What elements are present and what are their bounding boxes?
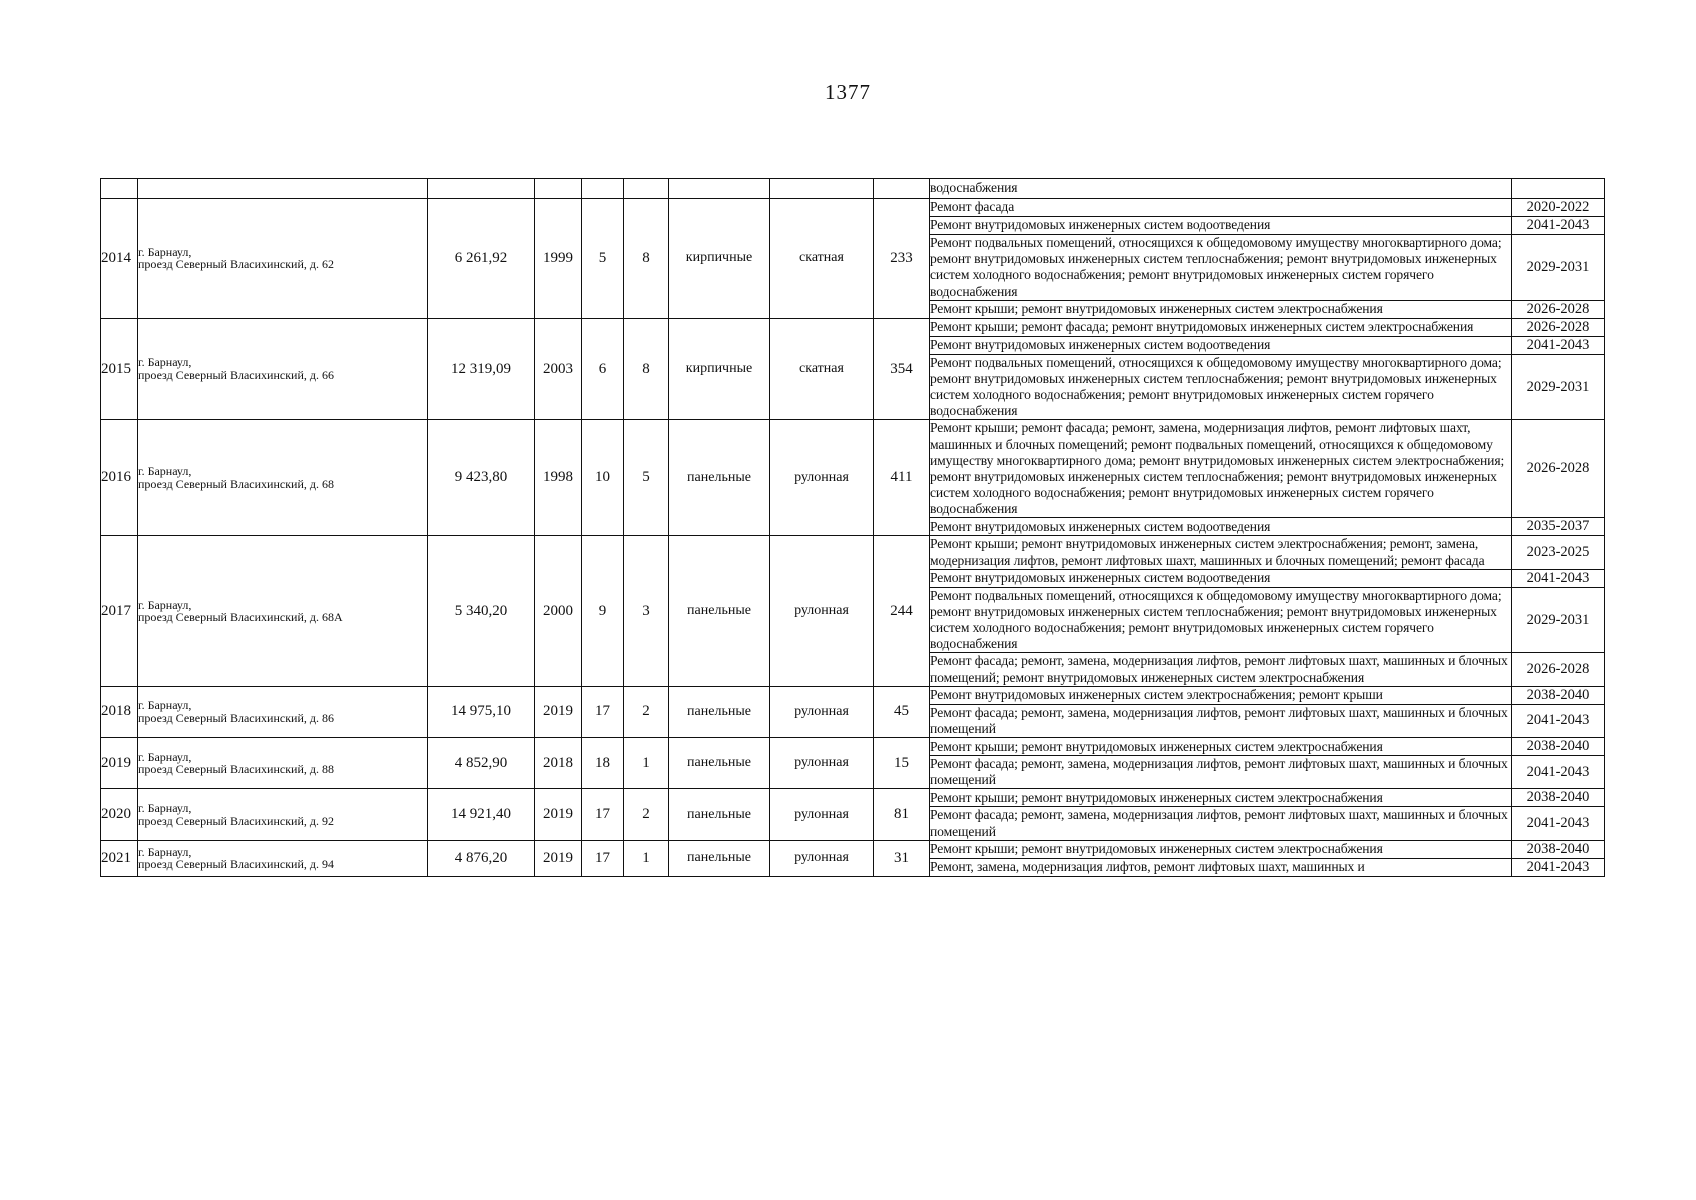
building-address	[138, 840, 428, 876]
cell-empty	[874, 179, 930, 199]
wall-material: панельные	[669, 789, 770, 840]
commission-year: 2019	[535, 840, 582, 876]
building-address	[138, 686, 428, 737]
work-period: 2041-2043	[1512, 756, 1605, 789]
address-city: г. Барнаул,	[138, 749, 192, 764]
work-description: Ремонт подвальных помещений, относящихся к общедомовому имуществу многоквартирного дома; ремонт внутридомовых инженерных систем теплоснабжения; ремонт внутридомовых инженерных систем холодного водоснабжения; ремонт внутридомовых инженерных систем горячего водоснабжения	[930, 587, 1512, 653]
work-period: 2041-2043	[1512, 217, 1605, 235]
commission-year: 2000	[535, 536, 582, 686]
work-description: Ремонт фасада	[930, 199, 1512, 217]
wall-material: кирпичные	[669, 318, 770, 420]
total-area: 4 876,20	[428, 840, 535, 876]
cell-empty	[428, 179, 535, 199]
cell-empty	[101, 179, 138, 199]
total-area: 14 921,40	[428, 789, 535, 840]
wall-material: панельные	[669, 420, 770, 536]
work-period: 2038-2040	[1512, 789, 1605, 807]
work-description: Ремонт, замена, модернизация лифтов, ремонт лифтовых шахт, машинных и	[930, 858, 1512, 876]
total-area: 14 975,10	[428, 686, 535, 737]
work-period: 2041-2043	[1512, 807, 1605, 840]
entrances-count: 8	[624, 199, 669, 319]
floors-count: 5	[582, 199, 624, 319]
building-number: 2018	[101, 686, 138, 737]
cell-empty	[535, 179, 582, 199]
work-description: Ремонт внутридомовых инженерных систем электроснабжения; ремонт крыши	[930, 686, 1512, 704]
work-period: 2038-2040	[1512, 686, 1605, 704]
work-period: 2041-2043	[1512, 569, 1605, 587]
total-area: 12 319,09	[428, 318, 535, 420]
work-period: 2041-2043	[1512, 704, 1605, 737]
entrances-count: 2	[624, 789, 669, 840]
address-street: проезд Северный Власихинский, д. 94	[138, 857, 334, 872]
entrances-count: 1	[624, 738, 669, 789]
wall-material: панельные	[669, 536, 770, 686]
building-address	[138, 738, 428, 789]
floors-count: 18	[582, 738, 624, 789]
work-description: Ремонт подвальных помещений, относящихся к общедомовому имуществу многоквартирного дома; ремонт внутридомовых инженерных систем теплоснабжения; ремонт внутридомовых инженерных систем холодного водоснабжения; ремонт внутридомовых инженерных систем горячего водоснабжения	[930, 354, 1512, 420]
work-period: 2026-2028	[1512, 300, 1605, 318]
building-row	[101, 686, 1605, 704]
building-row	[101, 840, 1605, 858]
work-period: 2026-2028	[1512, 653, 1605, 686]
building-number: 2021	[101, 840, 138, 876]
work-period: 2038-2040	[1512, 840, 1605, 858]
residents-count: 411	[874, 420, 930, 536]
residents-count: 45	[874, 686, 930, 737]
wall-material: панельные	[669, 738, 770, 789]
residents-count: 81	[874, 789, 930, 840]
entrances-count: 8	[624, 318, 669, 420]
carryover-row	[101, 179, 1605, 199]
roof-type: рулонная	[770, 686, 874, 737]
work-period: 2026-2028	[1512, 420, 1605, 518]
carryover-work-text: водоснабжения	[930, 179, 1512, 199]
roof-type: рулонная	[770, 738, 874, 789]
floors-count: 10	[582, 420, 624, 536]
work-description: Ремонт крыши; ремонт фасада; ремонт внутридомовых инженерных систем электроснабжения	[930, 318, 1512, 336]
work-period: 2041-2043	[1512, 858, 1605, 876]
work-description: Ремонт крыши; ремонт внутридомовых инженерных систем электроснабжения	[930, 840, 1512, 858]
work-period: 2020-2022	[1512, 199, 1605, 217]
work-description: Ремонт фасада; ремонт, замена, модернизация лифтов, ремонт лифтовых шахт, машинных и блочных помещений	[930, 756, 1512, 789]
work-description: Ремонт фасада; ремонт, замена, модернизация лифтов, ремонт лифтовых шахт, машинных и блочных помещений; ремонт внутридомовых инженерных систем электроснабжения	[930, 653, 1512, 686]
address-city: г. Барнаул,	[138, 844, 192, 859]
building-address	[138, 420, 428, 536]
address-city: г. Барнаул,	[138, 698, 192, 713]
work-description: Ремонт внутридомовых инженерных систем водоотведения	[930, 569, 1512, 587]
address-city: г. Барнаул,	[138, 801, 192, 816]
address-street: проезд Северный Власихинский, д. 66	[138, 368, 334, 383]
address-street: проезд Северный Власихинский, д. 88	[138, 762, 334, 777]
building-row	[101, 536, 1605, 569]
table-body	[101, 179, 1605, 877]
building-address	[138, 199, 428, 319]
page-number: 1377	[825, 80, 871, 104]
residents-count: 244	[874, 536, 930, 686]
commission-year: 2019	[535, 686, 582, 737]
total-area: 6 261,92	[428, 199, 535, 319]
floors-count: 17	[582, 686, 624, 737]
work-description: Ремонт крыши; ремонт внутридомовых инженерных систем электроснабжения; ремонт, замена, модернизация лифтов, ремонт лифтовых шахт, машинных и блочных помещений; ремонт фасада	[930, 536, 1512, 569]
building-row	[101, 318, 1605, 336]
wall-material: кирпичные	[669, 199, 770, 319]
work-period: 2041-2043	[1512, 336, 1605, 354]
work-description: Ремонт крыши; ремонт фасада; ремонт, замена, модернизация лифтов, ремонт лифтовых шахт, машинных и блочных помещений; ремонт подвальных помещений, относящихся к общедомовому имуществу многоквартирного дома; ремонт внутридомовых инженерных систем электроснабжения; ремонт внутридомовых инженерных систем теплоснабжения; ремонт внутридомовых инженерных систем холодного водоснабжения; ремонт внутридомовых инженерных систем горячего водоснабжения	[930, 420, 1512, 518]
cell-empty	[624, 179, 669, 199]
roof-type: скатная	[770, 318, 874, 420]
work-period: 2035-2037	[1512, 518, 1605, 536]
address-city: г. Барнаул,	[138, 464, 192, 479]
building-address	[138, 318, 428, 420]
work-description: Ремонт внутридомовых инженерных систем водоотведения	[930, 217, 1512, 235]
wall-material: панельные	[669, 840, 770, 876]
work-description: Ремонт крыши; ремонт внутридомовых инженерных систем электроснабжения	[930, 789, 1512, 807]
entrances-count: 3	[624, 536, 669, 686]
work-period: 2029-2031	[1512, 354, 1605, 420]
roof-type: рулонная	[770, 789, 874, 840]
work-period: 2026-2028	[1512, 318, 1605, 336]
work-period: 2029-2031	[1512, 587, 1605, 653]
cell-empty	[1512, 179, 1605, 199]
cell-empty	[138, 179, 428, 199]
address-city: г. Барнаул,	[138, 597, 192, 612]
work-description: Ремонт внутридомовых инженерных систем водоотведения	[930, 518, 1512, 536]
cell-empty	[770, 179, 874, 199]
building-number: 2019	[101, 738, 138, 789]
address-street: проезд Северный Власихинский, д. 92	[138, 813, 334, 828]
wall-material: панельные	[669, 686, 770, 737]
building-row	[101, 789, 1605, 807]
roof-type: рулонная	[770, 840, 874, 876]
cell-empty	[669, 179, 770, 199]
floors-count: 17	[582, 789, 624, 840]
work-period: 2029-2031	[1512, 235, 1605, 301]
building-number: 2020	[101, 789, 138, 840]
work-period: 2023-2025	[1512, 536, 1605, 569]
residents-count: 31	[874, 840, 930, 876]
roof-type: скатная	[770, 199, 874, 319]
roof-type: рулонная	[770, 420, 874, 536]
work-description: Ремонт крыши; ремонт внутридомовых инженерных систем электроснабжения	[930, 300, 1512, 318]
floors-count: 6	[582, 318, 624, 420]
building-number: 2016	[101, 420, 138, 536]
work-description: Ремонт внутридомовых инженерных систем водоотведения	[930, 336, 1512, 354]
address-street: проезд Северный Власихинский, д. 68	[138, 476, 334, 491]
work-period: 2038-2040	[1512, 738, 1605, 756]
building-row	[101, 199, 1605, 217]
capital-repair-table	[100, 178, 1605, 877]
roof-type: рулонная	[770, 536, 874, 686]
address-city: г. Барнаул,	[138, 244, 192, 259]
total-area: 5 340,20	[428, 536, 535, 686]
floors-count: 9	[582, 536, 624, 686]
building-number: 2014	[101, 199, 138, 319]
building-address	[138, 536, 428, 686]
commission-year: 1998	[535, 420, 582, 536]
entrances-count: 2	[624, 686, 669, 737]
commission-year: 2003	[535, 318, 582, 420]
work-description: Ремонт фасада; ремонт, замена, модернизация лифтов, ремонт лифтовых шахт, машинных и блочных помещений	[930, 807, 1512, 840]
entrances-count: 5	[624, 420, 669, 536]
address-street: проезд Северный Власихинский, д. 68А	[138, 610, 343, 625]
residents-count: 15	[874, 738, 930, 789]
address-city: г. Барнаул,	[138, 355, 192, 370]
commission-year: 1999	[535, 199, 582, 319]
residents-count: 354	[874, 318, 930, 420]
commission-year: 2019	[535, 789, 582, 840]
total-area: 4 852,90	[428, 738, 535, 789]
building-number: 2017	[101, 536, 138, 686]
building-address	[138, 789, 428, 840]
floors-count: 17	[582, 840, 624, 876]
building-row	[101, 738, 1605, 756]
entrances-count: 1	[624, 840, 669, 876]
work-description: Ремонт подвальных помещений, относящихся к общедомовому имуществу многоквартирного дома; ремонт внутридомовых инженерных систем теплоснабжения; ремонт внутридомовых инженерных систем холодного водоснабжения; ремонт внутридомовых инженерных систем горячего водоснабжения	[930, 235, 1512, 301]
building-number: 2015	[101, 318, 138, 420]
address-street: проезд Северный Власихинский, д. 86	[138, 710, 334, 725]
cell-empty	[582, 179, 624, 199]
commission-year: 2018	[535, 738, 582, 789]
work-description: Ремонт крыши; ремонт внутридомовых инженерных систем электроснабжения	[930, 738, 1512, 756]
address-street: проезд Северный Власихинский, д. 62	[138, 257, 334, 272]
building-row	[101, 420, 1605, 518]
residents-count: 233	[874, 199, 930, 319]
work-description: Ремонт фасада; ремонт, замена, модернизация лифтов, ремонт лифтовых шахт, машинных и блочных помещений	[930, 704, 1512, 737]
total-area: 9 423,80	[428, 420, 535, 536]
